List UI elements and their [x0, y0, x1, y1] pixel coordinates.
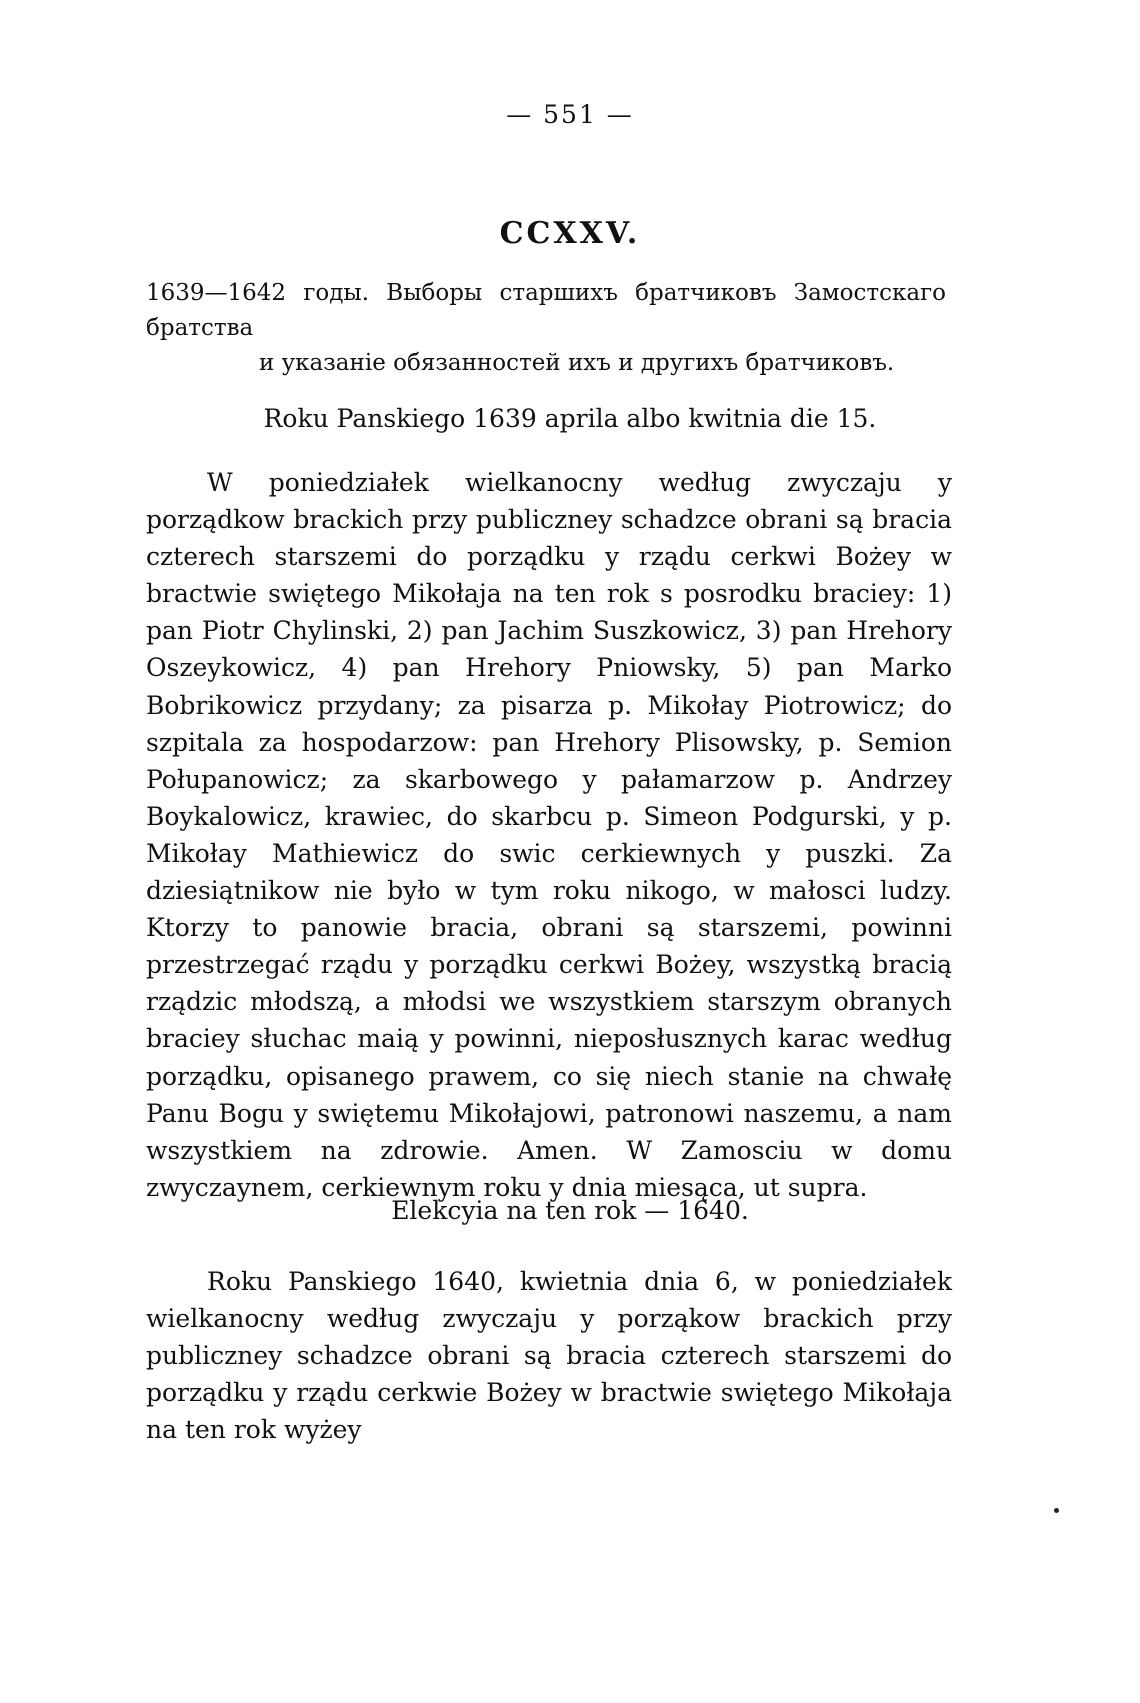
page-number: — 551 —: [506, 100, 634, 129]
paragraph-election-1640: Roku Panskiego 1640, kwietnia dnia 6, w poniedziałek wielkanocny według zwyczaju y porząkow brackich przy publiczney schadzce obrani są bracia czterech starszemi do porządku y rządu cerkwie Bożey w bractwie swiętego Mikołaja na ten rok wyżey: [146, 1267, 952, 1445]
heading-line-2: и указаніе обязанностей ихъ и другихъ братчиковъ.: [259, 350, 895, 376]
date-line: Roku Panskiego 1639 aprila albo kwitnia die 15.: [263, 404, 877, 433]
document-number: CCXXV.: [499, 216, 641, 251]
ink-speck: [1054, 1508, 1059, 1513]
paragraph-election-1639: W poniedziałek wielkanocny według zwyczaju y porządkow brackich przy publiczney schadzce obrani są bracia czterech starszemi do porządku y rządu cerkwi Bożey w bractwie swiętego Mikołaja na ten rok s posrodku braciey: 1) pan Piotr Chylinski, 2) pan Jachim Suszkowicz, 3) pan Hrehory Oszeykowicz, 4) pan Hrehory Pniowsky, 5) pan Marko Bobrikowicz przydany; za pisarza p. Mikołay Piotrowicz; do szpitala za hospodarzow: pan Hrehory Plisowsky, p. Semion Połupanowicz; za skarbowego y pałamarzow p. Andrzey Boykalowicz, krawiec, do skarbcu p. Simeon Podgurski, y p. Mikołay Mathiewicz do swic cerkiewnych y puszki. Za dziesiątnikow nie było w tym roku nikogo, w małosci ludzy. Ktorzy to panowie bracia, obrani są starszemi, powinni przestrzegać rządu y porządku cerkwi Bożey, wszystką bracią rządzic młodszą, a młodsi we wszystkiem starszym obranych braciey słuchac maią y powinni, nieposłusznych karac według porządku, opisanego prawem, co się niech stanie na chwałę Panu Bogu y swiętemu Mikołajowi, patronowi naszemu, a nam wszystkiem na zdrowie. Amen. W Zamosciu w domu zwyczaynem, cerkiewnym roku y dnia miesąca, ut supra.: [146, 468, 952, 1202]
heading-line-1: 1639—1642 годы. Выборы старшихъ братчиковъ Замостскаго братства: [146, 280, 946, 341]
document-heading: [146, 276, 946, 381]
subheading-election-1640: Elekcyia na ten rok — 1640.: [391, 1196, 749, 1225]
